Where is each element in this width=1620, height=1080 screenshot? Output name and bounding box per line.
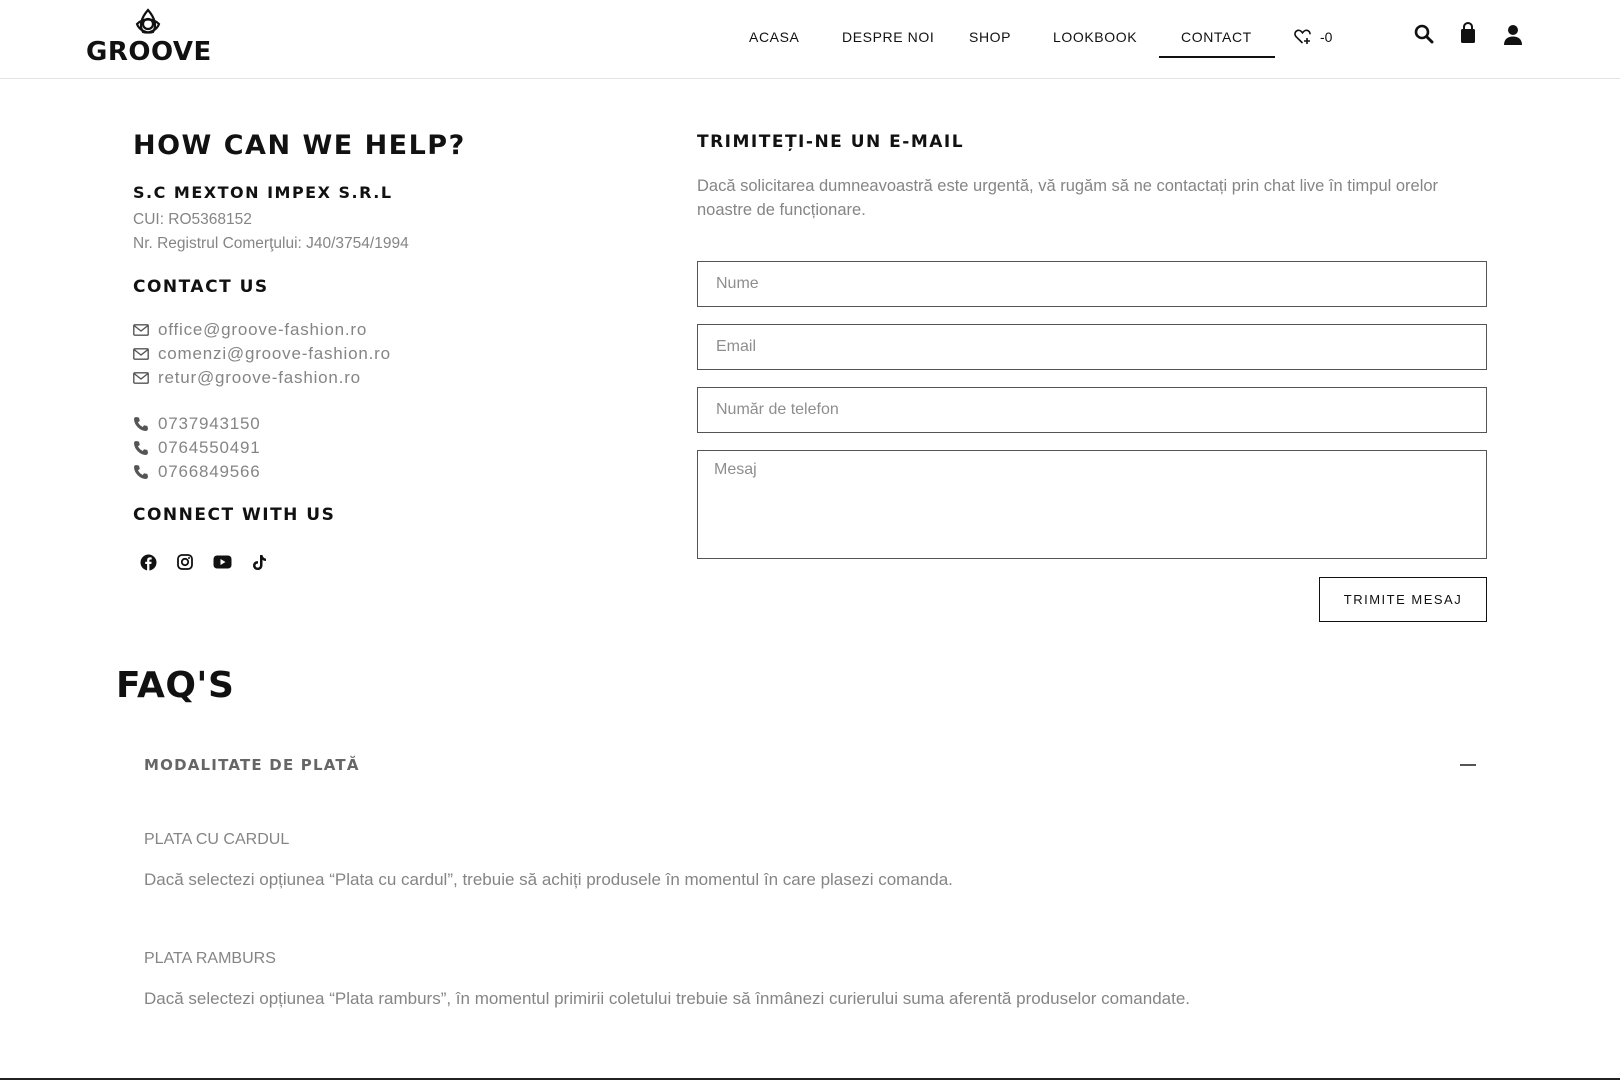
phone-icon [133,440,149,456]
phone-icon [133,416,149,432]
phone-link-1[interactable] [133,414,261,434]
phone-link-3[interactable] [133,462,261,482]
logo[interactable] [86,8,210,66]
company-registry: Nr. Registrul Comerţului: J40/3754/1994 [133,235,409,252]
phone-icon [133,464,149,480]
faq-answer-text: Dacă selectezi opțiunea “Plata cu cardul”, trebuie să achiți produsele în momentul în care plasezi comanda. [144,870,953,889]
nav-item-contact[interactable]: CONTACT [1181,29,1252,45]
email-form-heading: TRIMITEȚI-NE UN E-MAIL [697,132,965,152]
wishlist-link[interactable] [1294,27,1332,47]
email-input[interactable] [697,324,1487,370]
nav-item-acasa[interactable]: ACASA [749,29,800,45]
shopping-bag-icon[interactable] [1460,22,1476,44]
help-heading: HOW CAN WE HELP? [133,130,466,161]
phone-text: 0737943150 [158,414,261,433]
faq-question-payment[interactable]: MODALITATE DE PLATĂ [144,756,360,774]
instagram-icon[interactable] [175,552,195,572]
message-textarea[interactable] [697,450,1487,559]
phone-text: 0766849566 [158,462,261,481]
connect-heading: CONNECT WITH US [133,505,336,525]
tiktok-icon[interactable] [249,552,269,572]
logo-text: GROOVE [86,37,212,67]
name-input[interactable] [697,261,1487,307]
contact-us-heading: CONTACT US [133,277,269,297]
triquetra-logo-icon [133,8,163,36]
phone-link-2[interactable] [133,438,261,458]
faq-answer-title: PLATA CU CARDUL [144,831,290,848]
faq-heading: FAQ'S [116,665,235,706]
email-text: retur@groove-fashion.ro [158,368,361,387]
envelope-icon [133,348,149,360]
phone-input[interactable] [697,387,1487,433]
phone-text: 0764550491 [158,438,261,457]
company-name: S.C MEXTON IMPEX S.R.L [133,183,393,202]
envelope-icon [133,372,149,384]
email-text: comenzi@groove-fashion.ro [158,344,391,363]
submit-message-button[interactable]: TRIMITE MESAJ [1319,577,1487,622]
nav-item-shop[interactable]: SHOP [969,29,1012,45]
user-icon[interactable] [1503,24,1523,46]
youtube-icon[interactable] [212,552,232,572]
minus-icon [1460,764,1476,766]
faq-answer-title: PLATA RAMBURS [144,950,276,967]
facebook-icon[interactable] [138,552,158,572]
faq-answer-text: Dacă selectezi opțiunea “Plata ramburs”, în momentul primirii coletului trebuie să înmânezi curierului suma aferentă produselor comandate. [144,989,1190,1008]
site-header [0,0,1620,79]
nav-item-despre-noi[interactable]: DESPRE NOI [842,29,935,45]
email-link-retur[interactable] [133,368,361,388]
email-text: office@groove-fashion.ro [158,320,368,339]
nav-item-lookbook[interactable]: LOOKBOOK [1053,29,1138,45]
heart-plus-icon [1294,29,1312,45]
wishlist-count: -0 [1320,29,1333,45]
email-form-lead: Dacă solicitarea dumneavoastră este urgentă, vă rugăm să ne contactați prin chat live în timpul orelor noastre de funcționare. [697,177,1439,219]
company-cui: CUI: RO5368152 [133,211,252,228]
email-link-comenzi[interactable] [133,344,391,364]
envelope-icon [133,324,149,336]
search-icon[interactable] [1414,24,1434,44]
email-link-office[interactable] [133,320,367,340]
